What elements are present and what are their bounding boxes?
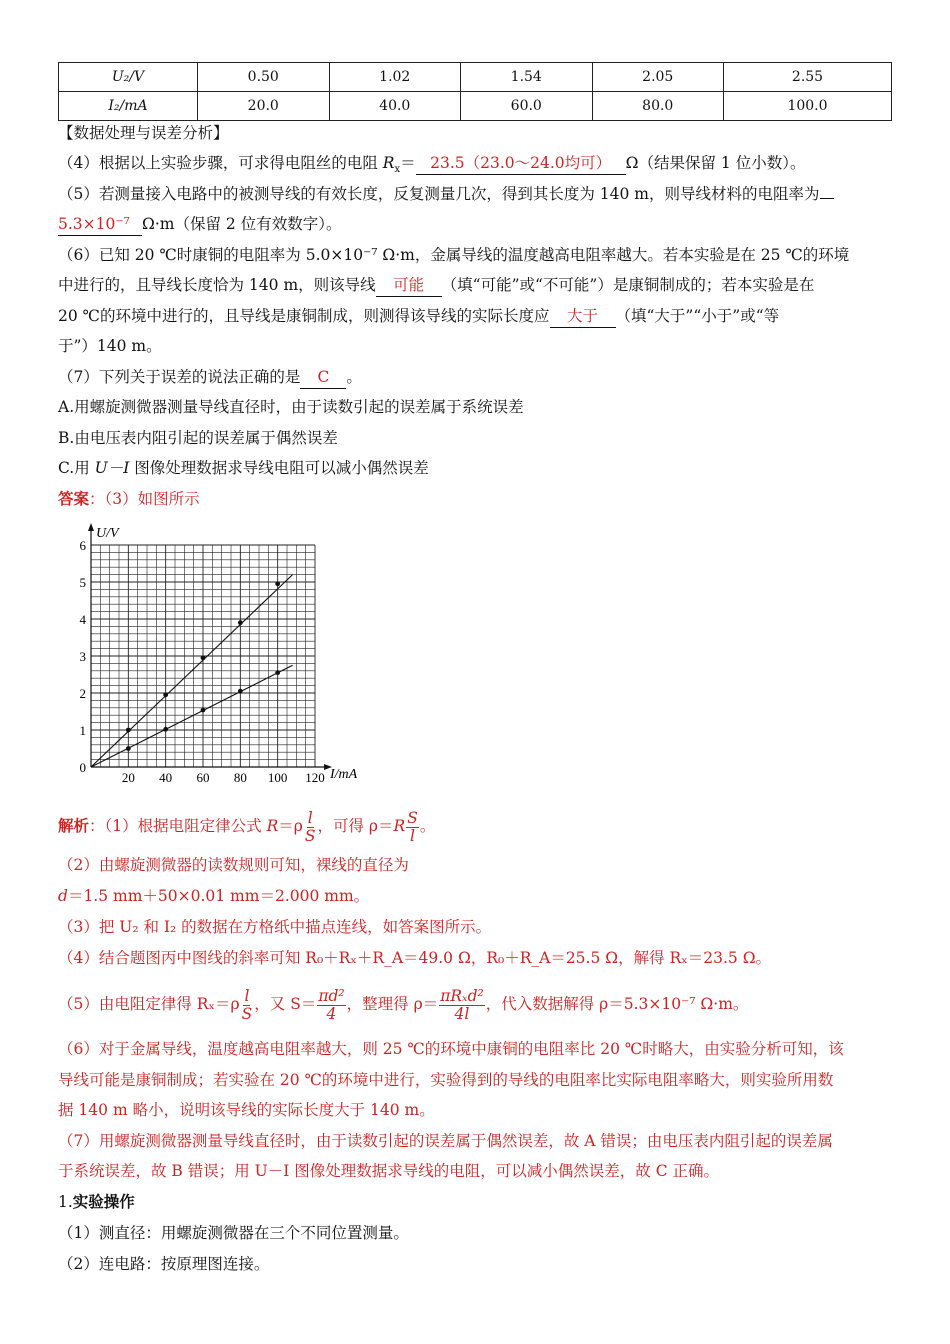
table-cell: I₂/mA	[59, 92, 198, 121]
q5-answer: 5.3×10⁻⁷	[58, 215, 130, 233]
table-cell: 40.0	[329, 92, 461, 121]
question-6-line2	[58, 274, 814, 297]
formula-var: R	[393, 817, 406, 835]
table-cell: 2.05	[592, 63, 724, 92]
analysis-label: 解析	[58, 816, 90, 835]
analysis-p4: （4）结合题图丙中图线的斜率可知 R₀＋Rₓ＋R_A＝49.0 Ω，R₀＋R_A＝25.5 Ω，解得 Rₓ＝23.5 Ω。	[58, 949, 772, 967]
x-tick-label: 60	[196, 770, 210, 785]
exp-step-2: （2）连电路：按原理图连接。	[58, 1255, 270, 1273]
y-axis-label: U/V	[96, 526, 119, 541]
answer-text: （3）如图所示	[104, 490, 200, 508]
y-tick-label: 1	[79, 723, 86, 738]
option-c-text: C.用	[58, 459, 95, 477]
data-point	[126, 746, 131, 751]
question-4	[58, 152, 805, 181]
analysis-p2b	[58, 885, 369, 907]
q5-post: Ω·m（保留 2 位有效数字）。	[142, 215, 342, 233]
frac-num: S	[407, 808, 418, 827]
analysis-text: ，代入数据解得 ρ＝5.3×10⁻⁷ Ω·m。	[485, 995, 749, 1013]
data-point	[275, 581, 280, 586]
y-tick-label: 2	[79, 686, 86, 701]
data-point	[163, 727, 168, 732]
q5-blank-tail	[820, 198, 834, 199]
option-a: A.用螺旋测微器测量导线直径时，由于读数引起的误差属于系统误差	[58, 398, 524, 416]
y-tick-label: 0	[79, 760, 86, 775]
answer-label: 答案	[58, 489, 90, 508]
data-point	[163, 692, 168, 697]
q6-text: （填“大于”“小于”或“等	[615, 307, 780, 325]
option-c	[58, 457, 429, 479]
frac-den: S	[241, 1004, 253, 1023]
q7-answer: C	[317, 368, 330, 386]
analysis-p5	[58, 982, 748, 1026]
frac-num: l	[307, 808, 313, 827]
table-cell: 20.0	[198, 92, 330, 121]
frac-num: πRₓd²	[440, 986, 484, 1005]
question-6-line3	[58, 305, 779, 328]
q4-text: （4）根据以上实验步骤，可求得电阻丝的电阻	[58, 154, 383, 172]
x-tick-label: 20	[121, 770, 135, 785]
frac-den: l	[410, 826, 416, 845]
formula-eq: ＝ρ	[278, 817, 303, 835]
data-point	[238, 689, 243, 694]
analysis-text: （1）根据电阻定律公式	[104, 817, 267, 835]
table-cell: 1.02	[329, 63, 461, 92]
question-6-line1: （6）已知 20 ℃时康铜的电阻率为 5.0×10⁻⁷ Ω·m，金属导线的温度越高电阻率越大。若本实验是在 25 ℃的环境	[58, 246, 850, 264]
question-7	[58, 366, 362, 389]
q7-answer-blank	[300, 366, 346, 389]
formula-var: R	[266, 817, 279, 835]
analysis-p3: （3）把 U₂ 和 I₂ 的数据在方格纸中描点连线，如答案图所示。	[58, 918, 492, 936]
section-heading: 【数据处理与误差分析】	[58, 124, 229, 142]
data-table	[58, 62, 892, 121]
q6-answer2-blank	[550, 305, 616, 328]
analysis-p1	[58, 806, 435, 846]
analysis-p7a: （7）用螺旋测微器测量导线直径时，由于读数引起的误差属于偶然误差，故 A 错误；由电压表内阻引起的误差属	[58, 1132, 833, 1150]
q6-text: 20 ℃的环境中进行的，且导线是康铜制成，则测得该导线的实际长度应	[58, 307, 550, 325]
q5-answer-blank	[58, 213, 142, 236]
analysis-text: ，整理得 ρ＝	[346, 995, 439, 1013]
analysis-p6b: 导线可能是康铜制成；若实验在 20 ℃的环境中进行，实验得到的导线的电阻率比实际电阻率略大，则实验所用数	[58, 1071, 834, 1089]
y-tick-label: 3	[79, 649, 86, 664]
fraction-s-over-l	[406, 810, 419, 845]
data-point	[201, 708, 206, 713]
frac-den: 4l	[454, 1004, 470, 1023]
answer-colon: ：	[89, 490, 105, 508]
y-tick-label: 6	[79, 538, 86, 553]
q5-text: （5）若测量接入电路中的被测导线的有效长度，反复测量几次，得到其长度为 140 m，则导线材料的电阻率为	[58, 185, 820, 203]
data-point	[126, 728, 131, 733]
fraction-pi-d2-over-4	[317, 988, 345, 1023]
formula-var: d	[58, 887, 68, 905]
data-point	[201, 655, 206, 660]
table-cell: 0.50	[198, 63, 330, 92]
q7-post: 。	[346, 368, 362, 386]
exp-title-text: 实验操作	[72, 1192, 135, 1211]
analysis-p7b: 于系统误差，故 B 错误；用 U－I 图像处理数据求导线的电阻，可以减小偶然误差，故 C 正确。	[58, 1162, 720, 1180]
table-cell: 80.0	[592, 92, 724, 121]
y-tick-label: 5	[79, 575, 86, 590]
fraction-l-over-s	[241, 988, 254, 1023]
analysis-text: ＝1.5 mm＋50×0.01 mm＝2.000 mm。	[67, 887, 370, 905]
table-cell: U₂/V	[59, 63, 198, 92]
fraction-rho	[439, 988, 485, 1023]
frac-num: l	[244, 986, 250, 1005]
frac-num: πd²	[318, 986, 345, 1005]
table-row	[59, 92, 892, 121]
y-axis-arrow	[88, 523, 94, 531]
q4-answer-blank	[416, 152, 626, 175]
table-cell: 60.0	[461, 92, 593, 121]
answer-line	[58, 488, 200, 510]
q6-answer2: 大于	[566, 307, 598, 325]
analysis-text: （5）由电阻定律得 Rₓ＝ρ	[58, 995, 240, 1013]
table-cell: 100.0	[724, 92, 892, 121]
option-b: B.由电压表内阻引起的误差属于偶然误差	[58, 429, 338, 447]
analysis-colon: ：	[89, 817, 105, 835]
x-tick-label: 100	[267, 770, 288, 785]
question-5-line1	[58, 183, 834, 205]
frac-den: S	[304, 826, 316, 845]
q6-text: 中进行的，且导线长度恰为 140 m，则该导线	[58, 276, 376, 294]
analysis-text: 。	[419, 817, 436, 835]
table-cell: 1.54	[461, 63, 593, 92]
q4-var: R	[382, 154, 395, 172]
analysis-p6a: （6）对于金属导线，温度越高电阻率越大，则 25 ℃的环境中康铜的电阻率比 20 ℃时略大，由实验分析可知，该	[58, 1040, 844, 1058]
exp-title	[58, 1191, 135, 1213]
x-tick-label: 120	[305, 770, 325, 785]
data-point	[275, 670, 280, 675]
q4-sub: x	[394, 164, 401, 176]
u-i-chart	[58, 522, 378, 788]
exp-title-num: 1.	[58, 1193, 73, 1211]
q6-answer1-blank	[376, 274, 442, 297]
q4-eq: ＝	[400, 154, 416, 172]
series-line-lower	[91, 665, 293, 767]
q6-answer1: 可能	[393, 276, 425, 294]
q6-text: （填“可能”或“不可能”）是康铜制成的；若本实验是在	[441, 276, 815, 294]
analysis-p2a: （2）由螺旋测微器的读数规则可知，裸线的直径为	[58, 856, 409, 874]
x-axis-label: I/mA	[330, 767, 358, 782]
table-row	[59, 63, 892, 92]
exp-step-1: （1）测直径：用螺旋测微器在三个不同位置测量。	[58, 1224, 409, 1242]
q4-post: Ω（结果保留 1 位小数）。	[625, 154, 806, 172]
fraction-l-over-s	[304, 810, 317, 845]
x-tick-label: 40	[159, 770, 173, 785]
q4-answer: 23.5（23.0～24.0均可）	[430, 154, 612, 172]
x-tick-label: 80	[233, 770, 247, 785]
option-c-var: U－I	[94, 459, 130, 477]
analysis-p6c: 据 140 m 略小，说明该导线的实际长度大于 140 m。	[58, 1101, 435, 1119]
table-cell: 2.55	[724, 63, 892, 92]
frac-den: 4	[326, 1004, 337, 1023]
analysis-text: ，可得 ρ＝	[317, 817, 394, 835]
y-tick-label: 4	[79, 612, 86, 627]
analysis-text: ，又 S＝	[254, 995, 317, 1013]
question-5-line2	[58, 213, 341, 236]
option-c-text: 图像处理数据求导线电阻可以减小偶然误差	[129, 459, 429, 477]
question-6-line4: 于”）140 m。	[58, 337, 162, 355]
data-point	[238, 620, 243, 625]
q7-text: （7）下列关于误差的说法正确的是	[58, 368, 301, 386]
